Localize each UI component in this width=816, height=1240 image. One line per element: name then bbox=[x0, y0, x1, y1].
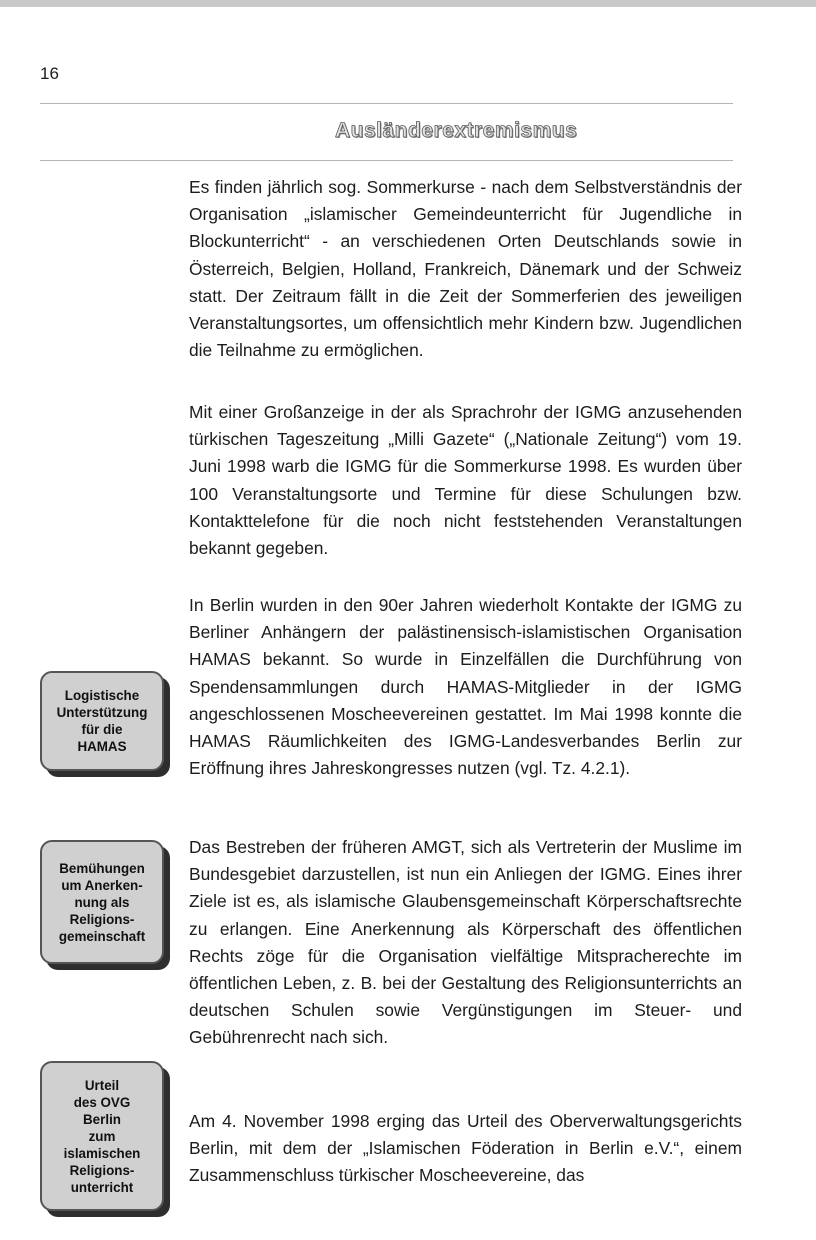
margin-note-line: Unterstützung bbox=[56, 705, 148, 720]
margin-note-line: HAMAS bbox=[77, 739, 127, 754]
margin-note-line: für die bbox=[81, 722, 123, 737]
margin-note-line: Urteil bbox=[84, 1077, 120, 1093]
margin-note-line: Religions- bbox=[69, 1162, 135, 1178]
margin-note-line: Berlin bbox=[83, 1111, 121, 1127]
paragraph-grossanzeige: Mit einer Großanzeige in der als Sprachrohr der IGMG anzusehenden türkischen Tageszeitung „Milli Gazete“ („Nationale Zeitung“) vom 19. Juni 1998 warb die IGMG für die Sommerkurse 1998. Es wurden über 100 Veranstaltungsorte und Termine für diese Schulungen bzw. Kontakttelefone für die noch nicht feststehenden Veranstaltungen bekannt gegeben. bbox=[189, 402, 742, 559]
paragraph-anerkennung: Das Bestreben der früheren AMGT, sich als Vertreterin der Muslime im Bundesgebiet darzustellen, ist nun ein Anliegen der IGMG. Eines ihrer Ziele ist es, als islamische Glaubensgemeinschaft Körperschaftsrechte zu erlangen. Eine Anerkennung als Körperschaft des öffentlichen Rechts zöge für die Organisation vielfältige Mitspracherechte im öffentlichen Leben, z. B. bei der Gestaltung des Religionsunterrichts an deutschen Schulen sowie Vergünstigungen im Steuer- und Gebührenrecht nach sich. bbox=[189, 837, 742, 1048]
margin-note-line: Religions- bbox=[69, 911, 135, 927]
margin-note-anerkennung bbox=[40, 840, 164, 964]
page-number: 16 bbox=[40, 64, 59, 83]
section-header-title: Ausländerextremismus bbox=[335, 119, 578, 142]
paragraph-hamas-kontakte: In Berlin wurden in den 90er Jahren wiederholt Kontakte der IGMG zu Berliner Anhängern der palästinensisch-islamistischen Organisation HAMAS bekannt. So wurde in Einzelfällen die Durchführung von Spendensammlungen durch HAMAS-Mitglieder in der IGMG angeschlossenen Moscheevereinen gestattet. Im Mai 1998 konnte die HAMAS Räumlichkeiten des IGMG-Landesverbandes Berlin zur Eröffnung ihres Jahreskongresses nutzen (vgl. Tz. 4.2.1). bbox=[189, 595, 742, 779]
header-rule-bottom bbox=[40, 160, 733, 161]
margin-note-line: zum bbox=[88, 1128, 116, 1144]
margin-note-ovg-urteil bbox=[40, 1061, 164, 1211]
margin-note-line: Bemühungen bbox=[59, 860, 145, 876]
header-rule-top bbox=[40, 103, 733, 104]
margin-note-line: gemeinschaft bbox=[58, 928, 146, 944]
scan-top-edge bbox=[0, 0, 816, 7]
paragraph-ovg-urteil: Am 4. November 1998 erging das Urteil des Oberverwaltungsgerichts Berlin, mit dem der „Islamischen Föderation in Berlin e.V.“, einem Zusammenschluss türkischer Moscheevereine, das bbox=[189, 1111, 742, 1186]
margin-note-line: nung als bbox=[74, 894, 130, 910]
margin-note-line: Logistische bbox=[64, 688, 140, 703]
margin-note-line: des OVG bbox=[73, 1094, 131, 1110]
paragraph-sommerkurse: Es finden jährlich sog. Sommerkurse - nach dem Selbstverständnis der Organisation „islamischer Gemeindeunterricht für Jugendliche in Blockunterricht“ - an verschiedenen Orten Deutschlands sowie in Österreich, Belgien, Holland, Frankreich, Dänemark und der Schweiz statt. Der Zeitraum fällt in die Zeit der Sommerferien des jeweiligen Veranstaltungsortes, um offensichtlich mehr Kindern bzw. Jugendlichen die Teilnahme zu ermöglichen. bbox=[189, 177, 742, 361]
margin-note-line: um Anerken- bbox=[61, 877, 143, 893]
margin-note-line: unterricht bbox=[70, 1179, 134, 1195]
margin-note-hamas bbox=[40, 671, 164, 771]
margin-note-line: islamischen bbox=[63, 1145, 141, 1161]
